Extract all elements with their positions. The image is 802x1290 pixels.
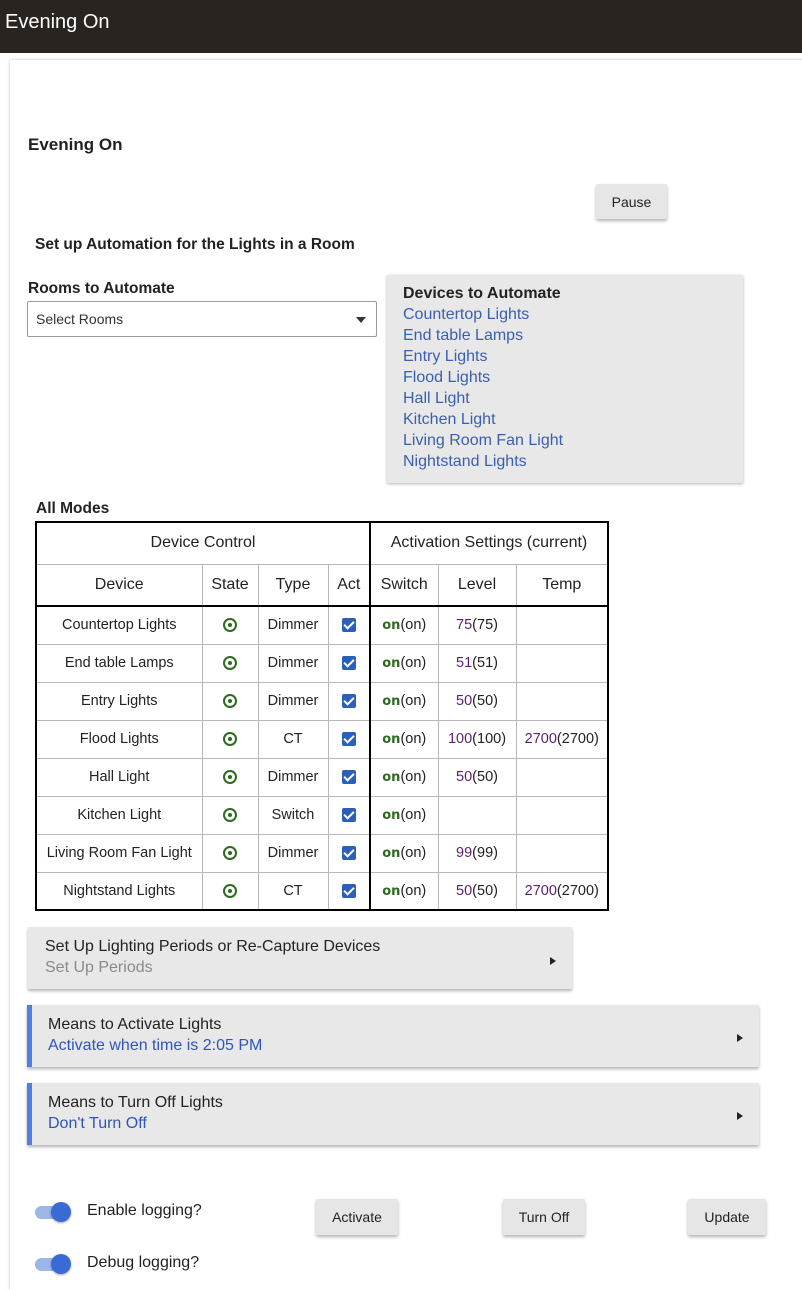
state-cell[interactable] xyxy=(202,682,258,720)
level-current: (51) xyxy=(472,655,498,671)
col-header-device: Device xyxy=(36,564,202,606)
group-header-device-control: Device Control xyxy=(36,522,370,564)
section-title: Set up Automation for the Lights in a Room xyxy=(35,236,355,253)
switch-setting: on xyxy=(382,883,401,899)
state-on-icon xyxy=(223,846,237,860)
activate-button[interactable]: Activate xyxy=(316,1199,398,1235)
switch-cell[interactable] xyxy=(370,606,438,644)
device-name-cell[interactable]: Countertop Lights xyxy=(36,606,202,644)
switch-setting: on xyxy=(382,732,401,747)
switch-current: (on) xyxy=(400,693,427,709)
device-name-cell[interactable]: Kitchen Light xyxy=(36,796,202,834)
level-cell[interactable] xyxy=(438,644,516,682)
state-cell[interactable] xyxy=(202,644,258,682)
checkbox-checked-icon[interactable] xyxy=(342,732,356,746)
device-name-cell[interactable]: Hall Light xyxy=(36,758,202,796)
device-link[interactable]: Entry Lights xyxy=(403,348,488,365)
state-cell[interactable] xyxy=(202,872,258,910)
state-on-icon xyxy=(223,732,237,746)
level-current: (100) xyxy=(472,731,507,747)
device-name-cell[interactable]: End table Lamps xyxy=(36,644,202,682)
switch-current: (on) xyxy=(400,882,427,899)
col-header-switch: Switch xyxy=(370,564,438,606)
switch-setting: on xyxy=(382,770,401,785)
level-current: (50) xyxy=(472,882,498,899)
level-setting: 50 xyxy=(456,769,473,785)
type-cell[interactable]: Switch xyxy=(258,796,328,834)
state-cell[interactable] xyxy=(202,834,258,872)
enable-logging-label: Enable logging? xyxy=(87,1202,202,1219)
enable-logging-toggle[interactable] xyxy=(35,1202,71,1222)
act-cell[interactable] xyxy=(328,758,370,796)
state-on-icon xyxy=(223,884,237,898)
device-name-cell[interactable]: Living Room Fan Light xyxy=(36,834,202,872)
act-cell[interactable] xyxy=(328,720,370,758)
turn-off-button[interactable]: Turn Off xyxy=(503,1199,585,1235)
switch-setting: on xyxy=(382,846,401,861)
switch-current: (on) xyxy=(400,807,427,823)
debug-logging-label: Debug logging? xyxy=(87,1254,200,1271)
switch-current: (on) xyxy=(400,655,427,671)
update-button[interactable]: Update xyxy=(688,1199,766,1235)
act-cell[interactable] xyxy=(328,606,370,644)
col-header-type: Type xyxy=(258,564,328,606)
level-cell[interactable] xyxy=(438,834,516,872)
title-bar xyxy=(0,0,802,53)
device-table xyxy=(35,521,609,911)
level-current: (75) xyxy=(472,617,498,634)
table-row xyxy=(36,682,608,720)
type-cell[interactable]: CT xyxy=(258,872,328,910)
periods-panel-title: Set Up Lighting Periods or Re-Capture Devices xyxy=(45,938,381,955)
switch-current: (on) xyxy=(400,769,427,785)
turnoff-panel[interactable] xyxy=(27,1083,759,1145)
state-cell[interactable] xyxy=(202,720,258,758)
switch-current: (on) xyxy=(400,731,427,747)
temp-cell[interactable] xyxy=(516,644,608,682)
level-setting: 100 xyxy=(447,731,473,747)
turnoff-panel-subtitle: Don't Turn Off xyxy=(48,1115,147,1132)
checkbox-checked-icon[interactable] xyxy=(342,618,356,632)
level-setting: 50 xyxy=(456,882,473,899)
temp-cell[interactable] xyxy=(516,834,608,872)
type-cell[interactable]: Dimmer xyxy=(258,644,328,682)
state-on-icon xyxy=(223,618,237,632)
checkbox-checked-icon[interactable] xyxy=(342,884,356,898)
state-on-icon xyxy=(223,694,237,708)
toggle-knob xyxy=(51,1254,71,1274)
temp-cell[interactable] xyxy=(516,796,608,834)
device-name-cell[interactable]: Nightstand Lights xyxy=(36,872,202,910)
type-cell[interactable]: Dimmer xyxy=(258,606,328,644)
type-cell[interactable]: CT xyxy=(258,720,328,758)
col-header-state: State xyxy=(202,564,258,606)
modes-label: All Modes xyxy=(36,500,110,517)
expand-arrow-icon xyxy=(550,957,556,965)
act-cell[interactable] xyxy=(328,644,370,682)
level-cell[interactable] xyxy=(438,606,516,644)
act-cell[interactable] xyxy=(328,872,370,910)
checkbox-checked-icon[interactable] xyxy=(342,808,356,822)
col-header-level: Level xyxy=(438,564,516,606)
device-link[interactable]: Hall Light xyxy=(403,390,470,407)
switch-cell[interactable] xyxy=(370,796,438,834)
temp-cell[interactable] xyxy=(516,720,608,758)
col-header-act: Act xyxy=(328,564,370,606)
rooms-select-placeholder: Select Rooms xyxy=(36,311,124,327)
turnoff-panel-title: Means to Turn Off Lights xyxy=(48,1094,223,1111)
state-on-icon xyxy=(223,656,237,670)
table-row xyxy=(36,834,608,872)
level-cell[interactable] xyxy=(438,720,516,758)
checkbox-checked-icon[interactable] xyxy=(342,656,356,670)
group-header-activation: Activation Settings (current) xyxy=(370,522,608,564)
temp-cell[interactable] xyxy=(516,758,608,796)
temp-cell[interactable] xyxy=(516,872,608,910)
table-row xyxy=(36,720,608,758)
level-current: (50) xyxy=(472,769,498,785)
switch-cell[interactable] xyxy=(370,720,438,758)
device-link[interactable]: Flood Lights xyxy=(403,369,491,386)
type-cell[interactable]: Dimmer xyxy=(258,758,328,796)
state-cell[interactable] xyxy=(202,606,258,644)
switch-setting: on xyxy=(382,656,401,671)
switch-cell[interactable] xyxy=(370,872,438,910)
table-row xyxy=(36,606,608,644)
level-current: (99) xyxy=(472,845,498,861)
switch-current: (on) xyxy=(400,617,427,634)
state-on-icon xyxy=(223,770,237,784)
level-setting: 50 xyxy=(456,693,473,709)
table-row xyxy=(36,644,608,682)
device-link[interactable]: Countertop Lights xyxy=(403,306,530,323)
switch-cell[interactable] xyxy=(370,682,438,720)
device-link[interactable]: Nightstand Lights xyxy=(403,453,527,470)
type-cell[interactable]: Dimmer xyxy=(258,834,328,872)
temp-current: (2700) xyxy=(556,731,599,747)
app-title: Evening On xyxy=(28,135,123,154)
device-link[interactable]: Kitchen Light xyxy=(403,411,496,428)
table-row xyxy=(36,872,608,910)
table-row xyxy=(36,758,608,796)
act-cell[interactable] xyxy=(328,796,370,834)
switch-cell[interactable] xyxy=(370,758,438,796)
switch-setting: on xyxy=(382,618,401,634)
checkbox-checked-icon[interactable] xyxy=(342,770,356,784)
switch-setting: on xyxy=(382,808,401,823)
level-cell[interactable] xyxy=(438,758,516,796)
level-setting: 75 xyxy=(456,617,473,634)
level-cell[interactable] xyxy=(438,682,516,720)
state-cell[interactable] xyxy=(202,796,258,834)
temp-current: (2700) xyxy=(556,882,599,899)
table-row xyxy=(36,796,608,834)
temp-cell[interactable] xyxy=(516,682,608,720)
type-cell[interactable]: Dimmer xyxy=(258,682,328,720)
switch-cell[interactable] xyxy=(370,834,438,872)
periods-panel[interactable] xyxy=(28,927,572,989)
debug-logging-toggle[interactable] xyxy=(35,1254,71,1274)
device-name-cell[interactable]: Entry Lights xyxy=(36,682,202,720)
level-cell[interactable] xyxy=(438,872,516,910)
switch-setting: on xyxy=(382,694,401,709)
checkbox-checked-icon[interactable] xyxy=(342,846,356,860)
switch-cell[interactable] xyxy=(370,644,438,682)
activate-panel-subtitle: Activate when time is 2:05 PM xyxy=(48,1037,263,1054)
toggle-knob xyxy=(51,1202,71,1222)
state-cell[interactable] xyxy=(202,758,258,796)
rooms-label: Rooms to Automate xyxy=(28,280,175,297)
act-cell[interactable] xyxy=(328,834,370,872)
col-header-temp: Temp xyxy=(516,564,608,606)
checkbox-checked-icon[interactable] xyxy=(342,694,356,708)
level-setting: 99 xyxy=(456,845,473,861)
devices-to-automate-box xyxy=(387,275,743,483)
act-cell[interactable] xyxy=(328,682,370,720)
chevron-down-icon xyxy=(356,317,366,323)
devices-box-title: Devices to Automate xyxy=(403,285,561,302)
level-setting: 51 xyxy=(456,655,473,671)
pause-button[interactable]: Pause xyxy=(596,184,667,219)
window-title: Evening On xyxy=(5,11,110,33)
device-link[interactable]: End table Lamps xyxy=(403,327,524,344)
expand-arrow-icon xyxy=(737,1112,743,1120)
activate-panel[interactable] xyxy=(27,1005,759,1067)
temp-cell[interactable] xyxy=(516,606,608,644)
periods-panel-subtitle: Set Up Periods xyxy=(45,959,153,976)
switch-current: (on) xyxy=(400,845,427,861)
level-current: (50) xyxy=(472,693,498,709)
level-cell[interactable] xyxy=(438,796,516,834)
device-link[interactable]: Living Room Fan Light xyxy=(403,432,564,449)
activate-panel-title: Means to Activate Lights xyxy=(48,1016,222,1033)
expand-arrow-icon xyxy=(737,1034,743,1042)
temp-setting: 2700 xyxy=(524,882,557,899)
temp-setting: 2700 xyxy=(524,731,557,747)
rooms-select[interactable] xyxy=(27,301,377,337)
state-on-icon xyxy=(223,808,237,822)
device-name-cell[interactable]: Flood Lights xyxy=(36,720,202,758)
